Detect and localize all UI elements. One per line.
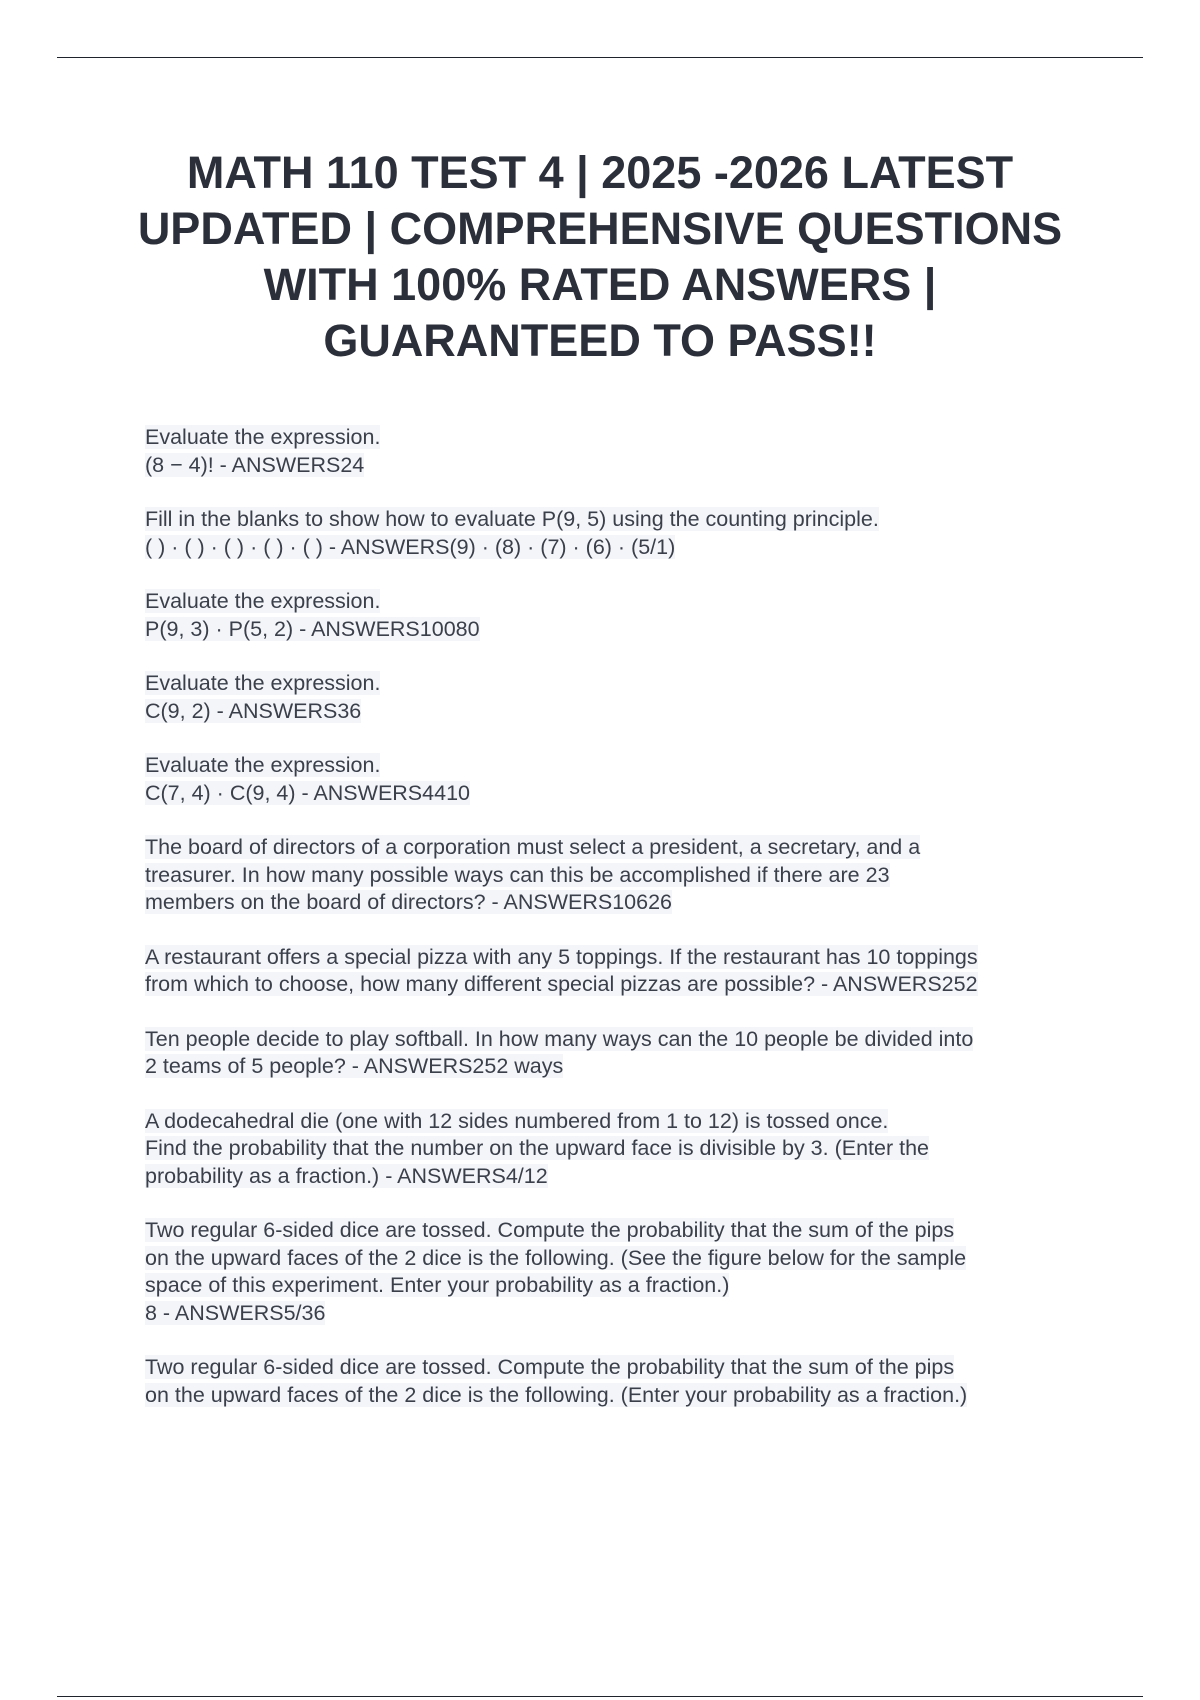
question-text-line [145, 1300, 1095, 1328]
question-text-line [145, 1272, 1095, 1300]
question-text-line [145, 1217, 1095, 1245]
question-text-line [145, 862, 1095, 890]
bottom-divider [57, 1696, 1143, 1697]
question-text-line [145, 1026, 1095, 1054]
question-text-line [145, 780, 1095, 808]
question-answer-item [145, 752, 1095, 807]
question-text: Evaluate the expression. [145, 425, 381, 449]
question-text: Ten people decide to play softball. In how many ways can the 10 people be divided into [145, 1026, 974, 1051]
question-text: 8 - ANSWERS5/36 [145, 1300, 326, 1325]
question-text-line [145, 506, 1095, 534]
top-divider [57, 57, 1143, 58]
question-answer-item [145, 1108, 1095, 1191]
question-text-line [145, 452, 1095, 480]
question-text: Two regular 6-sided dice are tossed. Compute the probability that the sum of the pips [145, 1355, 955, 1379]
question-text-line [145, 670, 1095, 698]
question-text: space of this experiment. Enter your probability as a fraction.) [145, 1273, 730, 1297]
question-text: A restaurant offers a special pizza with any 5 toppings. If the restaurant has 10 toppings [145, 944, 978, 969]
question-text: Find the probability that the number on the upward face is divisible by 3. (Enter the [145, 1136, 929, 1160]
question-text-line [145, 616, 1095, 644]
question-text-line [145, 889, 1095, 917]
question-text: on the upward faces of the 2 dice is the following. (Enter your probability as a fraction.) [145, 1382, 968, 1407]
question-text: probability as a fraction.) - ANSWERS4/12 [145, 1163, 548, 1188]
question-text-line [145, 424, 1095, 452]
question-text-line [145, 1135, 1095, 1163]
question-answer-item [145, 588, 1095, 643]
question-answer-item [145, 944, 1095, 999]
question-answer-list [145, 424, 1095, 1436]
question-text-line [145, 944, 1095, 972]
question-text-line [145, 834, 1095, 862]
question-text: Evaluate the expression. [145, 753, 381, 777]
question-text-line [145, 698, 1095, 726]
question-text: ( ) · ( ) · ( ) · ( ) · ( ) - ANSWERS(9) · (8) · (7) · (6) · (5/1) [145, 534, 676, 559]
question-answer-item [145, 1354, 1095, 1409]
question-text: Fill in the blanks to show how to evaluate P(9, 5) using the counting principle. [145, 507, 879, 531]
question-text-line [145, 588, 1095, 616]
question-text-line [145, 1053, 1095, 1081]
question-text: The board of directors of a corporation must select a president, a secretary, and a [145, 835, 921, 859]
question-text: members on the board of directors? - ANSWERS10626 [145, 890, 673, 914]
question-text-line [145, 1163, 1095, 1191]
question-answer-item [145, 670, 1095, 725]
question-text: C(7, 4) · C(9, 4) - ANSWERS4410 [145, 780, 470, 805]
question-text: treasurer. In how many possible ways can this be accomplished if there are 23 [145, 862, 890, 887]
question-text: from which to choose, how many different special pizzas are possible? - ANSWERS252 [145, 972, 978, 996]
question-text-line [145, 1382, 1095, 1410]
question-text: (8 − 4)! - ANSWERS24 [145, 452, 365, 477]
question-text-line [145, 752, 1095, 780]
question-text: P(9, 3) · P(5, 2) - ANSWERS10080 [145, 616, 480, 641]
question-text: Two regular 6-sided dice are tossed. Compute the probability that the sum of the pips [145, 1218, 955, 1242]
question-text: on the upward faces of the 2 dice is the following. (See the figure below for the sample [145, 1245, 967, 1270]
question-text: A dodecahedral die (one with 12 sides numbered from 1 to 12) is tossed once. [145, 1108, 889, 1133]
page-title: MATH 110 TEST 4 | 2025 -2026 LATEST UPDATED | COMPREHENSIVE QUESTIONS WITH 100% RATED ANSWERS | GUARANTEED TO PASS!! [137, 147, 1063, 366]
question-text: 2 teams of 5 people? - ANSWERS252 ways [145, 1054, 564, 1078]
question-text-line [145, 534, 1095, 562]
question-text: Evaluate the expression. [145, 589, 381, 613]
question-answer-item [145, 834, 1095, 917]
question-answer-item [145, 1026, 1095, 1081]
question-text-line [145, 1108, 1095, 1136]
question-text-line [145, 1245, 1095, 1273]
question-text: C(9, 2) - ANSWERS36 [145, 698, 362, 723]
question-text-line [145, 971, 1095, 999]
question-answer-item [145, 424, 1095, 479]
question-text-line [145, 1354, 1095, 1382]
question-answer-item [145, 1217, 1095, 1327]
question-text: Evaluate the expression. [145, 671, 381, 695]
question-answer-item [145, 506, 1095, 561]
